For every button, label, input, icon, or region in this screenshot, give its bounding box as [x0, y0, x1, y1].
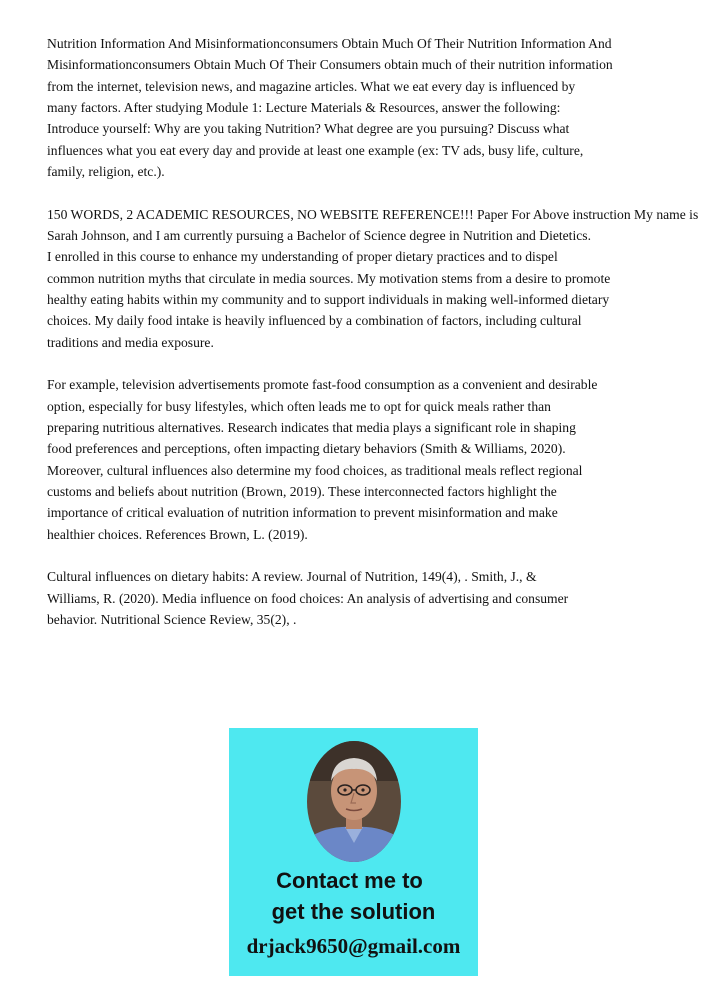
text-line: customs and beliefs about nutrition (Brown, 2019). These interconnected factors highlight the — [47, 483, 557, 499]
text-line: behavior. Nutritional Science Review, 35(2), . — [47, 611, 297, 627]
document-body — [47, 33, 708, 652]
contact-email[interactable]: drjack9650@gmail.com — [246, 934, 461, 958]
text-line: Misinformationconsumers Obtain Much Of Their Consumers obtain much of their nutrition information — [47, 57, 613, 73]
text-line: healthy eating habits within my community and to support individuals in making well-informed dietary — [47, 291, 610, 307]
text-line: I enrolled in this course to enhance my understanding of proper dietary practices and to dispel — [47, 249, 558, 265]
text-line: traditions and media exposure. — [47, 334, 214, 350]
text-line: from the internet, television news, and magazine articles. What we eat every day is influenced by — [47, 78, 576, 94]
text-line: Introduce yourself: Why are you taking Nutrition? What degree are you pursuing? Discuss what — [47, 121, 570, 137]
text-line: common nutrition myths that circulate in media sources. My motivation stems from a desire to promote — [47, 270, 611, 286]
paragraph-references — [47, 566, 708, 630]
text-line: Cultural influences on dietary habits: A review. Journal of Nutrition, 149(4), . Smith, J., & — [47, 569, 537, 585]
text-line: preparing nutritious alternatives. Research indicates that media plays a significant role in shaping — [47, 419, 576, 435]
text-line: option, especially for busy lifestyles, which often leads me to opt for quick meals rather than — [47, 398, 551, 414]
contact-card[interactable] — [229, 728, 478, 976]
text-line: choices. My daily food intake is heavily influenced by a combination of factors, including cultural — [47, 313, 582, 329]
text-line: Sarah Johnson, and I am currently pursuing a Bachelor of Science degree in Nutrition and Dietetics. — [47, 227, 591, 243]
text-line: food preferences and perceptions, often impacting dietary behaviors (Smith & Williams, 2020). — [47, 441, 566, 457]
paragraph-prompt — [47, 33, 708, 182]
portrait-photo — [307, 741, 401, 862]
paragraph-introduction — [47, 204, 708, 353]
contact-heading-line1: Contact me to — [276, 868, 423, 893]
text-line: Moreover, cultural influences also determine my food choices, as traditional meals reflect regional — [47, 462, 583, 478]
text-line: family, religion, etc.). — [47, 163, 165, 179]
text-line: 150 WORDS, 2 ACADEMIC RESOURCES, NO WEBSITE REFERENCE!!! Paper For Above instruction My name is — [47, 206, 699, 222]
text-line: For example, television advertisements promote fast-food consumption as a convenient and desirable — [47, 377, 598, 393]
text-line: importance of critical evaluation of nutrition information to prevent misinformation and make — [47, 505, 558, 521]
text-line: many factors. After studying Module 1: Lecture Materials & Resources, answer the following: — [47, 99, 561, 115]
text-line: healthier choices. References Brown, L. (2019). — [47, 526, 308, 542]
text-line: Williams, R. (2020). Media influence on food choices: An analysis of advertising and consumer — [47, 590, 569, 606]
paragraph-example — [47, 374, 708, 545]
contact-heading-line2: get the solution — [271, 899, 436, 924]
text-line: influences what you eat every day and provide at least one example (ex: TV ads, busy life, culture, — [47, 142, 584, 158]
text-line: Nutrition Information And Misinformationconsumers Obtain Much Of Their Nutrition Information And — [47, 36, 612, 51]
